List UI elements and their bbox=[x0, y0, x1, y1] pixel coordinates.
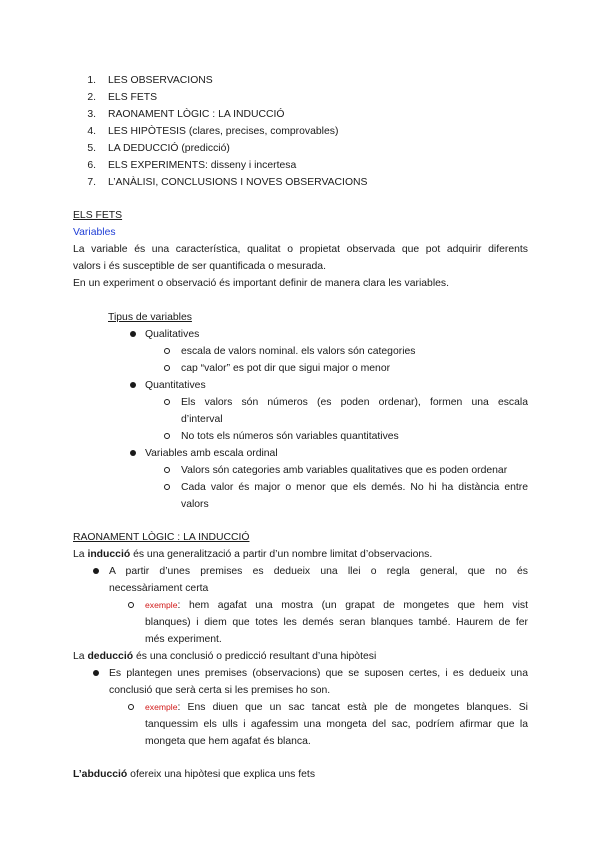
list-item-continued: conclusió que serà certa si les premises ho son. bbox=[109, 685, 331, 696]
circle-bullet-icon bbox=[164, 433, 170, 439]
list-item: Qualitatives bbox=[145, 329, 200, 340]
toc-item: LES OBSERVACIONS bbox=[108, 75, 213, 86]
toc-item: RAONAMENT LÒGIC : LA INDUCCIÓ bbox=[108, 109, 285, 120]
toc-number: 7. bbox=[87, 177, 96, 188]
circle-bullet-icon bbox=[164, 467, 170, 473]
circle-bullet-icon bbox=[164, 484, 170, 490]
section-heading-raonament: RAONAMENT LÒGIC : LA INDUCCIÓ bbox=[73, 532, 250, 543]
bullet-icon bbox=[93, 670, 99, 676]
circle-bullet-icon bbox=[164, 348, 170, 354]
bullet-icon bbox=[130, 331, 136, 337]
list-item: Es plantegen unes premises (observacions) que se suposen certes, i es dedueix una bbox=[109, 668, 528, 679]
toc-number: 6. bbox=[87, 160, 96, 171]
example-line: exemple: hem agafat una mostra (un grapat de mongetes que hem vist bbox=[145, 600, 528, 611]
toc-number: 3. bbox=[87, 109, 96, 120]
subheading-variables: Variables bbox=[73, 227, 116, 238]
list-item: Quantitatives bbox=[145, 380, 206, 391]
example-line: tanquessim els ulls i agafessim una mongeta del sac, podríem afirmar que la bbox=[145, 719, 528, 730]
paragraph-line: L’abducció ofereix una hipòtesi que explica uns fets bbox=[73, 769, 316, 780]
list-item: cap “valor” es pot dir que sigui major o menor bbox=[181, 363, 391, 374]
toc-number: 2. bbox=[87, 92, 96, 103]
paragraph-line: La variable és una característica, qualitat o propietat observada que pot adquirir diferents bbox=[73, 244, 528, 255]
list-item-continued: necessàriament certa bbox=[109, 583, 209, 594]
list-item: Variables amb escala ordinal bbox=[145, 448, 278, 459]
toc-number: 4. bbox=[87, 126, 96, 137]
list-item: A partir d’unes premises es dedueix una llei o regla general, que no és bbox=[109, 566, 528, 577]
example-line: mongeta que hem agafat és blanca. bbox=[145, 736, 311, 747]
list-item-continued: valors bbox=[181, 499, 209, 510]
circle-bullet-icon bbox=[164, 365, 170, 371]
circle-bullet-icon bbox=[128, 602, 134, 608]
example-line: blanques) i diem que totes les demés seran blanques també. Haurem de fer bbox=[145, 617, 528, 628]
paragraph-line: La deducció és una conclusió o predicció resultant d’una hipòtesi bbox=[73, 651, 377, 662]
circle-bullet-icon bbox=[164, 399, 170, 405]
example-line: exemple: Ens diuen que un sac tancat està ple de mongetes blanques. Si bbox=[145, 702, 528, 713]
example-line: més experiment. bbox=[145, 634, 222, 645]
toc-item: ELS EXPERIMENTS: disseny i incertesa bbox=[108, 160, 297, 171]
list-item: escala de valors nominal. els valors són categories bbox=[181, 346, 416, 357]
paragraph-line: valors i és susceptible de ser quantificada o mesurada. bbox=[73, 261, 326, 272]
paragraph-line: La inducció és una generalització a partir d’un nombre limitat d’observacions. bbox=[73, 549, 433, 560]
list-item: Valors són categories amb variables qualitatives que es poden ordenar bbox=[181, 465, 508, 476]
section-heading-fets: ELS FETS bbox=[73, 210, 123, 221]
toc-item: L’ANÀLISI, CONCLUSIONS I NOVES OBSERVACIONS bbox=[108, 177, 368, 188]
list-item: Cada valor és major o menor que els demés. No hi ha distància entre bbox=[181, 482, 528, 493]
toc-item: LA DEDUCCIÓ (predicció) bbox=[108, 143, 230, 154]
toc-number: 5. bbox=[87, 143, 96, 154]
circle-bullet-icon bbox=[128, 704, 134, 710]
paragraph-line: En un experiment o observació és important definir de manera clara les variables. bbox=[73, 278, 449, 289]
bullet-icon bbox=[93, 568, 99, 574]
toc-item: LES HIPÒTESIS (clares, precises, comprovables) bbox=[108, 126, 339, 137]
toc-number: 1. bbox=[87, 75, 96, 86]
list-item: Els valors són números (es poden ordenar), formen una escala bbox=[181, 397, 528, 408]
types-heading: Tipus de variables bbox=[108, 312, 192, 323]
bullet-icon bbox=[130, 450, 136, 456]
toc-item: ELS FETS bbox=[108, 92, 158, 103]
bullet-icon bbox=[130, 382, 136, 388]
list-item: No tots els números són variables quantitatives bbox=[181, 431, 399, 442]
list-item-continued: d’interval bbox=[181, 414, 223, 425]
